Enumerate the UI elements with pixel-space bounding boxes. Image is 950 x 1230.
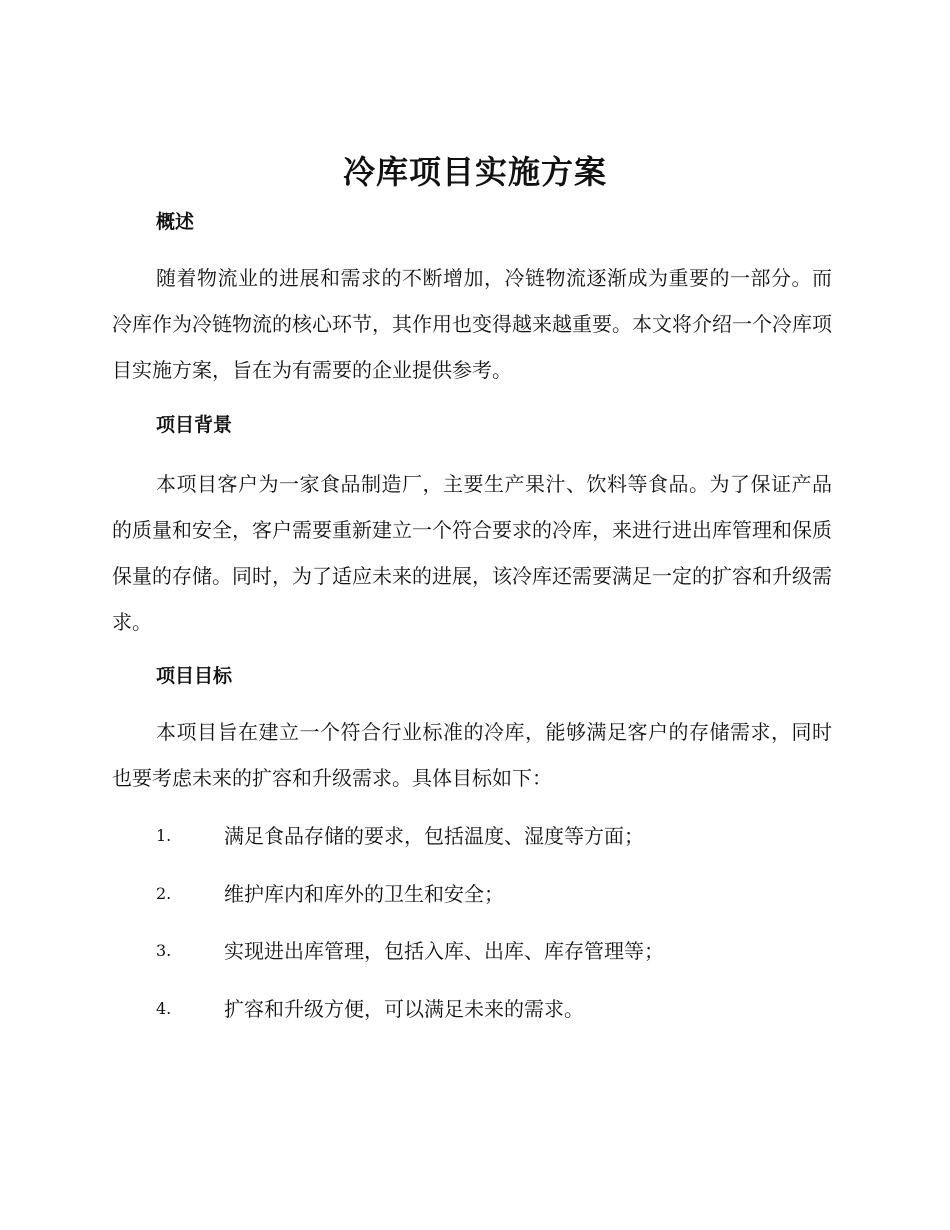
goals-list xyxy=(0,813,950,1043)
section-heading-goals: 项目目标 xyxy=(156,665,233,687)
list-item xyxy=(0,928,950,986)
section-heading-background: 项目背景 xyxy=(156,414,233,436)
list-item-text: 满足食品存储的要求，包括温度、湿度等方面； xyxy=(224,824,644,848)
list-item-text: 扩容和升级方便，可以满足未来的需求。 xyxy=(224,996,584,1021)
list-item-text: 维护库内和库外的卫生和安全； xyxy=(224,881,504,906)
list-item xyxy=(0,986,950,1044)
list-item-number: 1. xyxy=(156,826,172,845)
section-paragraph-overview: 随着物流业的进展和需求的不断增加，冷链物流逐渐成为重要的一部分。而冷库作为冷链物流的核心环节，其作用也变得越来越重要。本文将介绍一个冷库项目实施方案，旨在为有需要的企业提供参考。 xyxy=(112,266,832,382)
list-item xyxy=(0,813,950,871)
section-paragraph-background: 本项目客户为一家食品制造厂，主要生产果汁、饮料等食品。为了保证产品的质量和安全，客户需要重新建立一个符合要求的冷库，来进行进出库管理和保质保量的存储。同时，为了适应未来的进展，该冷库还需要满足一定的扩容和升级需求。 xyxy=(112,472,832,634)
list-item-text: 实现进出库管理，包括入库、出库、库存管理等； xyxy=(224,939,664,963)
section-paragraph-goals: 本项目旨在建立一个符合行业标准的冷库，能够满足客户的存储需求，同时也要考虑未来的扩容和升级需求。具体目标如下： xyxy=(112,720,832,790)
list-item-number: 4. xyxy=(156,998,172,1018)
document-title: 冷库项目实施方案 xyxy=(342,153,607,191)
list-item-number: 3. xyxy=(156,941,172,960)
list-item-number: 2. xyxy=(156,883,172,903)
list-item xyxy=(0,871,950,929)
section-heading-overview: 概述 xyxy=(156,211,195,233)
